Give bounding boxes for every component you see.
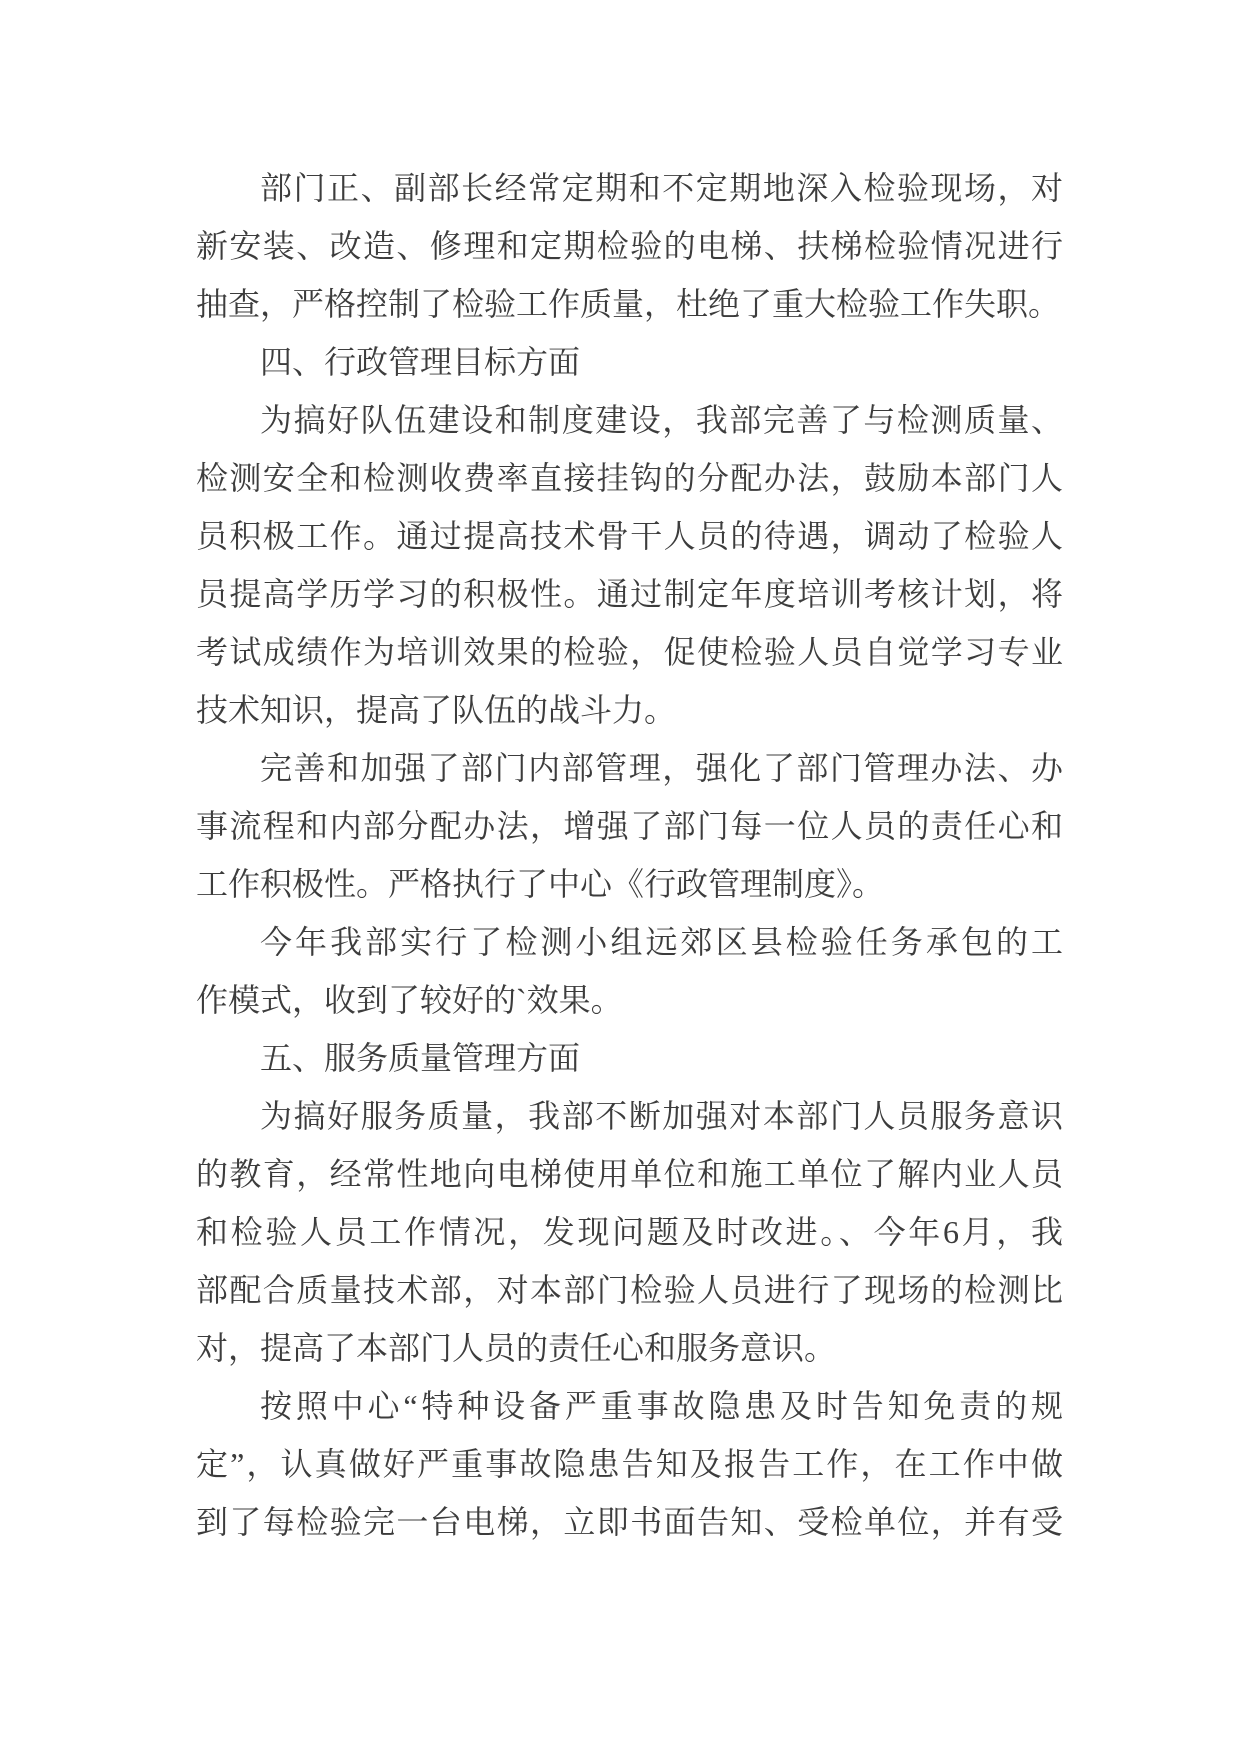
text-line: 抽查，严格控制了检验工作质量，杜绝了重大检验工作失职。 bbox=[196, 286, 1061, 322]
text-line: 为搞好队伍建设和制度建设，我部完善了与检测质量、 bbox=[260, 402, 1063, 438]
text-line: 五、服务质量管理方面 bbox=[260, 1040, 581, 1076]
document-text-block bbox=[196, 159, 1063, 1551]
text-line: 完善和加强了部门内部管理，强化了部门管理办法、办 bbox=[260, 750, 1063, 786]
text-line: 到了每检验完一台电梯，立即书面告知、受检单位，并有受 bbox=[196, 1504, 1063, 1540]
text-line: 定”，认真做好严重事故隐患告知及报告工作，在工作中做 bbox=[196, 1446, 1063, 1482]
text-line: 按照中心“特种设备严重事故隐患及时告知免责的规 bbox=[260, 1388, 1063, 1424]
text-line: 员提高学历学习的积极性。通过制定年度培训考核计划，将 bbox=[196, 576, 1063, 612]
text-line: 部门正、副部长经常定期和不定期地深入检验现场，对 bbox=[260, 170, 1063, 206]
text-line: 考试成绩作为培训效果的检验，促使检验人员自觉学习专业 bbox=[196, 634, 1063, 670]
text-line: 新安装、改造、修理和定期检验的电梯、扶梯检验情况进行 bbox=[196, 228, 1063, 264]
text-line: 的教育，经常性地向电梯使用单位和施工单位了解内业人员 bbox=[196, 1156, 1063, 1192]
text-line: 事流程和内部分配办法，增强了部门每一位人员的责任心和 bbox=[196, 808, 1063, 844]
text-line: 部配合质量技术部，对本部门检验人员进行了现场的检测比 bbox=[196, 1272, 1063, 1308]
text-line: 为搞好服务质量，我部不断加强对本部门人员服务意识 bbox=[260, 1098, 1063, 1134]
text-line: 今年我部实行了检测小组远郊区县检验任务承包的工 bbox=[260, 924, 1063, 960]
text-line: 检测安全和检测收费率直接挂钩的分配办法，鼓励本部门人 bbox=[196, 460, 1063, 496]
text-line: 工作积极性。严格执行了中心《行政管理制度》。 bbox=[196, 866, 885, 902]
text-line: 和检验人员工作情况，发现问题及时改进。、今年6月，我 bbox=[196, 1214, 1063, 1250]
text-line: 对，提高了本部门人员的责任心和服务意识。 bbox=[196, 1330, 837, 1366]
text-line: 作模式，收到了较好的`效果。 bbox=[196, 982, 623, 1018]
text-line: 技术知识，提高了队伍的战斗力。 bbox=[196, 692, 677, 728]
text-line: 员积极工作。通过提高技术骨干人员的待遇，调动了检验人 bbox=[196, 518, 1063, 554]
text-line: 四、行政管理目标方面 bbox=[260, 344, 581, 380]
